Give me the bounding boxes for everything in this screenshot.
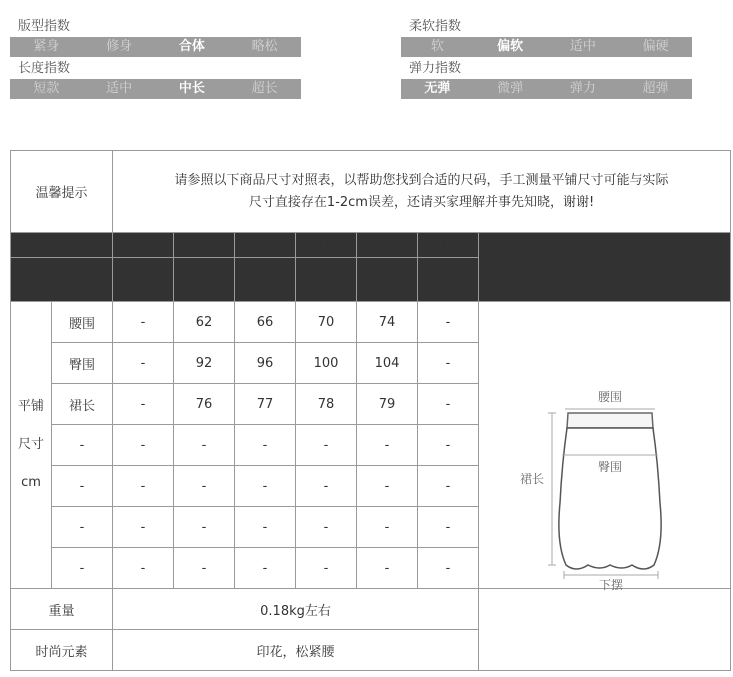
cell: - xyxy=(418,425,479,466)
weight-value: 0.18kg左右 xyxy=(113,589,479,630)
national-size xyxy=(296,258,357,302)
national-size-line: 180/84 xyxy=(423,262,473,278)
attr-option: 超弹 xyxy=(642,81,669,96)
national-size-line: A xyxy=(137,281,149,297)
cell: - xyxy=(357,425,418,466)
national-size-line: A xyxy=(442,281,454,297)
attr-option-selected: 无弹 xyxy=(424,81,451,96)
national-size-line: A xyxy=(198,281,210,297)
cell: - xyxy=(418,548,479,589)
attr-length xyxy=(10,58,301,99)
tip-row xyxy=(11,151,731,233)
national-size-line: 155/64 xyxy=(118,262,168,278)
attr-bar xyxy=(10,37,301,57)
diagram-hip-label: 臀围 xyxy=(597,460,622,474)
cell: - xyxy=(418,507,479,548)
cell: 77 xyxy=(235,384,296,425)
cell: 96 xyxy=(235,343,296,384)
cell: - xyxy=(235,548,296,589)
row-name: 裙长 xyxy=(52,384,113,425)
national-size-line: 170/76 xyxy=(301,262,351,278)
cell: - xyxy=(113,507,174,548)
cell: - xyxy=(113,302,174,343)
cell: - xyxy=(174,507,235,548)
cell: - xyxy=(296,466,357,507)
cell: - xyxy=(418,466,479,507)
national-size xyxy=(113,258,174,302)
size-code-row xyxy=(11,233,731,258)
national-size xyxy=(174,258,235,302)
cell: 78 xyxy=(296,384,357,425)
cell: - xyxy=(174,548,235,589)
cell: - xyxy=(235,425,296,466)
style-label: 时尚元素 xyxy=(11,630,113,671)
row-name: - xyxy=(52,425,113,466)
attr-option: 偏硬 xyxy=(642,39,669,54)
table-row xyxy=(11,302,731,343)
footer-blank xyxy=(479,589,731,671)
size-code: XL xyxy=(357,233,418,258)
cell: 62 xyxy=(174,302,235,343)
attr-bar xyxy=(401,37,692,57)
cell: - xyxy=(357,507,418,548)
tip-content xyxy=(113,151,731,233)
cell: - xyxy=(296,425,357,466)
attr-softness xyxy=(401,16,692,57)
waistband-shape xyxy=(567,413,653,428)
size-table xyxy=(10,150,731,671)
row-name: 腰围 xyxy=(52,302,113,343)
skirt-diagram-cell xyxy=(479,302,731,592)
attr-option-selected: 合体 xyxy=(178,39,205,54)
cell: - xyxy=(174,466,235,507)
cell: - xyxy=(174,425,235,466)
size-code: XS xyxy=(113,233,174,258)
size-code: S xyxy=(174,233,235,258)
cell: 66 xyxy=(235,302,296,343)
cell: 74 xyxy=(357,302,418,343)
group-label-line: 平铺 xyxy=(17,399,44,414)
size-code: L xyxy=(296,233,357,258)
national-size xyxy=(418,258,479,302)
diagram-waist-label: 腰围 xyxy=(597,390,622,404)
attr-option-selected: 中长 xyxy=(178,81,205,96)
national-size-line: 165/72 xyxy=(240,262,290,278)
cell: - xyxy=(113,343,174,384)
cell: - xyxy=(235,466,296,507)
attr-bar xyxy=(10,79,301,99)
national-size-line: 160/68 xyxy=(179,262,229,278)
cell: 70 xyxy=(296,302,357,343)
attr-bar xyxy=(401,79,692,99)
national-size xyxy=(235,258,296,302)
attr-option: 软 xyxy=(430,39,444,54)
cell: - xyxy=(113,384,174,425)
attr-option: 弹力 xyxy=(569,81,596,96)
cell: - xyxy=(357,466,418,507)
cell: 76 xyxy=(174,384,235,425)
national-size-line: A xyxy=(381,281,393,297)
attr-option: 短款 xyxy=(33,81,60,96)
header-blank xyxy=(11,233,113,258)
tip-line-1: 请参照以下商品尺寸对照表，以帮助您找到合适的尺码，手工测量平铺尺寸可能与实际 xyxy=(174,172,669,188)
cell: - xyxy=(296,548,357,589)
cell: - xyxy=(113,466,174,507)
attr-elasticity xyxy=(401,58,692,99)
attr-option: 适中 xyxy=(569,39,596,54)
guide-title: 尺码参照说明 xyxy=(479,233,731,302)
attr-option: 超长 xyxy=(251,81,278,96)
tip-label: 温馨提示 xyxy=(11,151,113,233)
row-name: - xyxy=(52,548,113,589)
attr-label: 版型指数 xyxy=(18,19,71,34)
national-size-line: 175/80 xyxy=(362,262,412,278)
attr-fit xyxy=(10,16,301,57)
attr-option: 略松 xyxy=(251,39,278,54)
row-name: - xyxy=(52,507,113,548)
attr-option: 微弹 xyxy=(497,81,524,96)
cell: - xyxy=(357,548,418,589)
attr-label: 柔软指数 xyxy=(409,19,462,34)
national-size-label: 国标码数 xyxy=(11,258,113,302)
cell: 100 xyxy=(296,343,357,384)
cell: - xyxy=(113,425,174,466)
cell: - xyxy=(418,302,479,343)
attr-option: 修身 xyxy=(106,39,133,54)
attr-option: 适中 xyxy=(106,81,133,96)
group-label-line: cm xyxy=(21,475,41,490)
size-code: M xyxy=(235,233,296,258)
cell: - xyxy=(418,384,479,425)
attr-label: 弹力指数 xyxy=(409,61,462,76)
attr-label: 长度指数 xyxy=(18,61,71,76)
skirt-diagram xyxy=(480,303,730,592)
attr-option: 紧身 xyxy=(33,39,60,54)
cell: 92 xyxy=(174,343,235,384)
diagram-hem-label: 下摆 xyxy=(598,578,623,592)
row-name: 臀围 xyxy=(52,343,113,384)
size-code: XXL xyxy=(418,233,479,258)
cell: - xyxy=(418,343,479,384)
cell: - xyxy=(296,507,357,548)
weight-row xyxy=(11,589,731,630)
group-label-line: 尺寸 xyxy=(17,437,44,452)
skirt-body-shape xyxy=(558,428,660,569)
national-size-line: A xyxy=(259,281,271,297)
attr-option-selected: 偏软 xyxy=(497,39,524,54)
national-size xyxy=(357,258,418,302)
cell: - xyxy=(113,548,174,589)
cell: - xyxy=(235,507,296,548)
national-size-line: A xyxy=(320,281,332,297)
cell: 104 xyxy=(357,343,418,384)
row-name: - xyxy=(52,466,113,507)
group-label xyxy=(11,302,52,589)
weight-label: 重量 xyxy=(11,589,113,630)
style-value: 印花，松紧腰 xyxy=(113,630,479,671)
cell: 79 xyxy=(357,384,418,425)
diagram-length-label: 裙长 xyxy=(519,472,544,486)
tip-line-2: 尺寸直接存在1-2cm误差，还请买家理解并事先知晓，谢谢! xyxy=(248,194,595,210)
